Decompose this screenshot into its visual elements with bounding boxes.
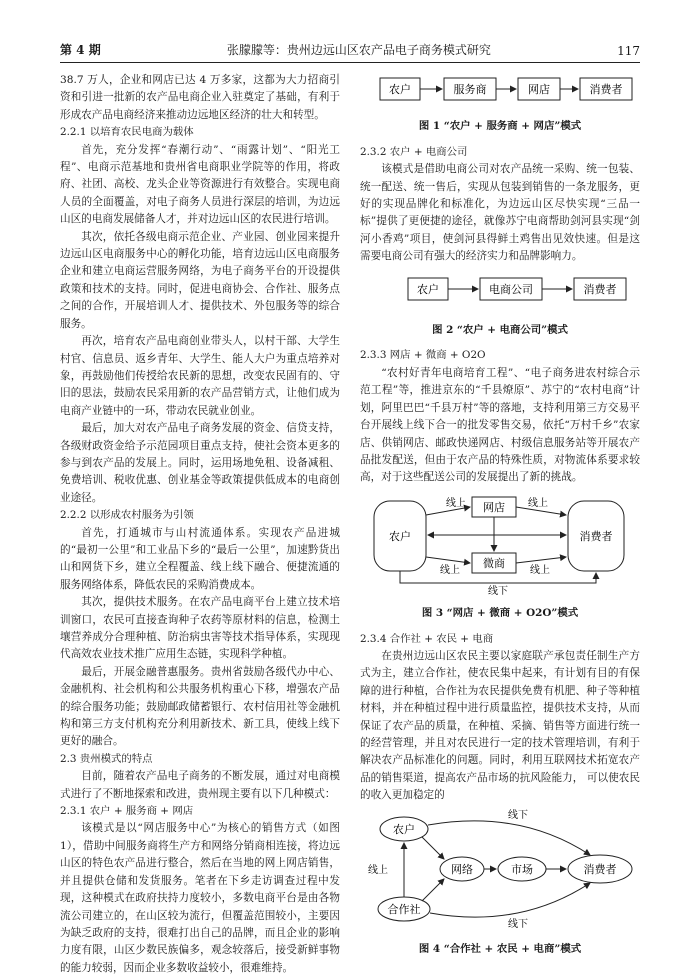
- paragraph: 首先，打通城市与山村流通体系。实现农产品进城的“最初一公里”和工业品下乡的“最后一公里”，加速黔货出山和网货下乡，建立全程覆盖、线上线下融合、便捷流通的服务网络体系，降低农民的采购消费成本。: [60, 526, 340, 591]
- fig4-node-market: 市场: [511, 862, 533, 876]
- running-title: 张朦朦等：贵州边远山区农产品电子商务模式研究: [226, 43, 491, 57]
- fig3-label: 线上: [530, 564, 550, 576]
- fig2-node-farmer: 农户: [417, 282, 439, 296]
- figure-4-caption: 图 4 “合作社 + 农民 + 电商”模式: [418, 943, 582, 955]
- fig2-node-consumer: 消费者: [583, 282, 617, 296]
- section-heading: 2.3 贵州模式的特点: [60, 752, 153, 765]
- page-header: [60, 38, 640, 58]
- section-heading: 2.3.1 农户 + 服务商 + 网店: [60, 805, 194, 818]
- fig3-label: 线上: [528, 497, 548, 509]
- section-heading: 2.2.2 以形成农村服务为引领: [60, 509, 194, 522]
- figure-2-diagram: [360, 266, 640, 312]
- issue-number: 第 4 期: [60, 43, 101, 57]
- fig1-node-shop: 网店: [528, 83, 550, 96]
- fig3-node-wechat: 微商: [483, 556, 505, 570]
- paragraph: 首先，充分发挥“春潮行动”、“雨露计划”、“阳光工程”、电商示范基地和贵州省电商职业学院等的作用，将政府、社团、高校、龙头企业等资源进行有效整合。实现电商人员的全面覆盖，对电子商务人员进行深层的培训，为边远山区的电商发展储备人才，并对边远山区的农民进行培训。: [60, 143, 340, 226]
- paragraph: “农村好青年电商培育工程”、“电子商务进农村综合示范工程”等，推进京东的“千县燎原”、苏宁的“农村电商”计划，阿里巴巴“千县万村”等的落地，支持利用第三方交易平台开展线上线下合一的批发零售交易，依托“万村千乡”农家店、供销网店、邮政快递网店、村级信息服务站等开展农产品批发配送，但由于农产品的特殊性质，对物流体系要求较高，对于这些配送公司的发展提出了新的挑战。: [360, 366, 640, 484]
- fig3-node-shop: 网店: [483, 500, 505, 514]
- paragraph: 再次，培育农产品电商创业带头人，以村干部、大学生村官、信息员、返乡青年、大学生、能人大户为重点培养对象，再鼓励他们传授给农民新的思想，改变农民固有的、守旧的思法，鼓励农民采用新的农产品营销方式，让他们成为电商产业链中的一环，带动农民就业创业。: [60, 335, 340, 417]
- fig3-label: 线下: [488, 585, 508, 595]
- fig4-node-network: 网络: [451, 862, 473, 876]
- fig3-label: 线上: [440, 564, 460, 576]
- left-column: [60, 72, 340, 977]
- fig1-node-consumer: 消费者: [589, 83, 623, 96]
- paragraph: 该模式是借助电商公司对农产品统一采购、统一包装、统一配送、统一售后，实现从包装到销售的一条龙服务，更好的实现品牌化和标准化，为边远山区尽快实现“三品一标”提供了更便捷的途径，就像苏宁电商帮助剑河县实现“剑河小香鸡”项目，使剑河县得鲜土鸡售出见效快速。但是这需要电商公司有强大的经济实力和品牌影响力。: [360, 163, 640, 263]
- section-heading: 2.3.4 合作社 + 农民 + 电商: [360, 632, 494, 645]
- section-heading: 2.3.2 农户 + 电商公司: [360, 145, 468, 158]
- arrow: [428, 820, 590, 854]
- fig4-node-coop: 合作社: [387, 902, 421, 916]
- paragraph: 其次，提供技术服务。在农产品电商平台上建立技术培训窗口，农民可直接查询种子农药等原材料的信息，检测土壤营养成分合理种植、防治病虫害等技术指导体系，实现现代高效农业技术推广应用生态链，实现科学种植。: [60, 596, 340, 661]
- paragraph: 其次，依托各级电商示范企业、产业园、创业园来提升边远山区电商服务中心的孵化功能，培育边远山区电商服务企业和建立电商运营服务网络，为电子商务平台的开设提供政策和技术的支持。同时，促进电商协会、合作社、服务点之间的合作，开展培训人才、提供技术、外包服务等的综合服务。: [60, 230, 340, 330]
- fig1-node-farmer: 农户: [389, 83, 411, 96]
- fig2-node-ecompany: 电商公司: [489, 282, 533, 296]
- arrow: [426, 557, 470, 563]
- arrow: [422, 879, 444, 901]
- paragraph: 在贵州边远山区农民主要以家庭联产承包责任制生产方式为主，建立合作社，使农民集中起来，有计划有目的有保障的进行种植，合作社为农民提供免费有机肥、种子等种植材料，并在种植过程中进行质量监控，提供技术支持，从而保证了农产品的质量，在种植、采摘、销售等方面进行统一的经营管理，并且对农民进行一定的技术管理培训，有利于解决农产品标准化的问题。同时，利用互联网技术拓宽农产品的销售渠道，提高农产品市场的抗风险能力， 可以使农民的收入更加稳定的: [360, 649, 640, 802]
- figure-1-diagram: [360, 72, 640, 108]
- fig3-node-farmer: 农户: [389, 529, 411, 543]
- paragraph: 最后，开展金融普惠服务。贵州省鼓励各级代办中心、金融机构、社会机构和公共服务机构重心下移，增强农产品的综合服务功能；鼓励邮政储蓄银行、农村信用社等金融机构和第三方支付机构充分利用新技术、新工具，使线上线下更好的融合。: [60, 665, 340, 748]
- fig4-label: 线下: [508, 809, 528, 821]
- fig4-label: 线下: [508, 918, 528, 930]
- figure-2-caption: 图 2 “农户 + 电商公司”模式: [432, 324, 568, 337]
- fig3-node-consumer: 消费者: [579, 529, 613, 543]
- arrow: [516, 557, 566, 563]
- fig3-label: 线上: [446, 497, 466, 509]
- figure-3-caption: 图 3 “网店 + 微商 + O2O”模式: [421, 607, 579, 620]
- fig4-label: 线上: [368, 864, 388, 876]
- paragraph: 目前，随着农产品电子商务的不断发展，通过对电商模式进行了不断地探索和改进，贵州现主要有以下几种模式：: [60, 770, 340, 800]
- fig4-node-farmer: 农户: [393, 822, 415, 836]
- right-column: [360, 72, 640, 966]
- section-heading: 2.2.1 以培育农民电商为载体: [60, 126, 194, 139]
- page-number: 117: [617, 44, 640, 58]
- fig1-node-service: 服务商: [453, 83, 487, 96]
- paragraph: 38.7 万人，企业和网店已达 4 万多家，这都为大力招商引资和引进一批新的农产品电商企业入驻奠定了基础，有利于形成农产品电商经济来推动边远地区经济的壮大和转型。: [60, 74, 340, 121]
- figure-4-diagram: [360, 805, 640, 931]
- section-heading: 2.3.3 网店 + 微商 + O2O: [360, 349, 486, 362]
- fig4-node-consumer: 消费者: [583, 862, 617, 876]
- paragraph: 该模式是以“网店服务中心”为核心的销售方式（如图1），借助中间服务商将生产方和网络分销商相连接，将边远山区的特色农产品进行整合，然后在当地的网上网店销售，并且提供仓储和发货服务。笔者在下乡走访调查过程中发现，这种模式在政府扶持力度较小，多数电商平台是由各物流公司建立的，在山区较为流行，但覆盖范围较小，主要因为缺乏政府的支持，很难打出自己的品牌，而且企业的影响力度有限，山区少数民族偏多，观念较落后，接受新鲜事物的能力较弱，因而企业多数收益较小，很难维持。: [60, 822, 340, 974]
- paragraph: 最后，加大对农产品电子商务发展的资金、信贷支持，各级财政资金给予示范园项目重点支持，使社会资本更多的参与到农产品的发展上。同时，运用场地免租、设备减租、免费培训、税收优惠、创业基金等政策提供低成本的电商创业途径。: [60, 422, 340, 504]
- figure-3-diagram: [360, 487, 640, 595]
- figure-1-caption: 图 1 “农户 + 服务商 + 网店”模式: [418, 120, 582, 133]
- arrow: [422, 837, 444, 859]
- header-rule: [60, 62, 640, 63]
